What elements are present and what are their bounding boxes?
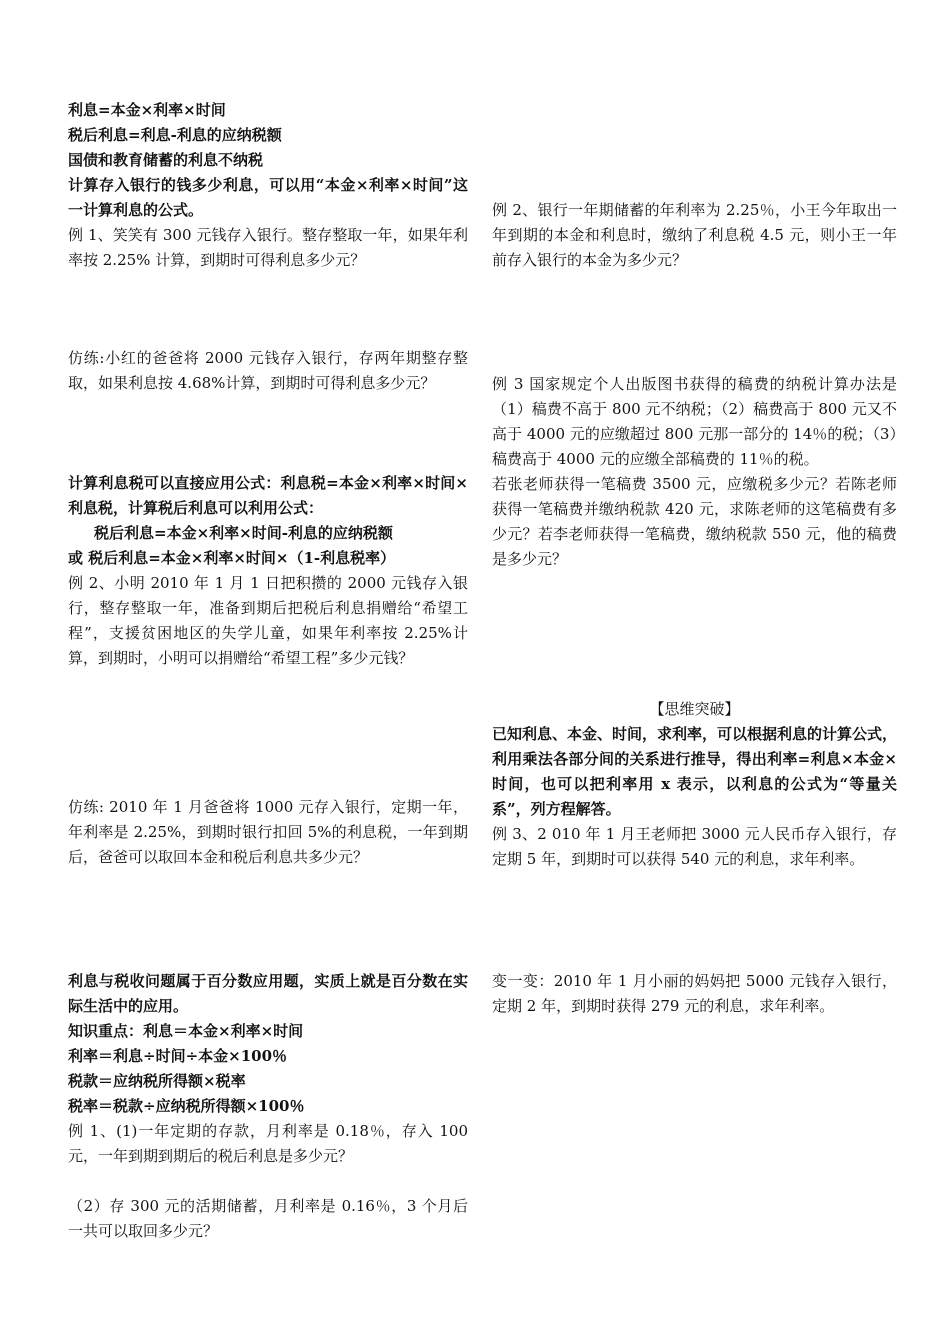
right-block-example-2 xyxy=(492,198,897,273)
left-block-knowledge xyxy=(68,969,468,1244)
text-paragraph: 计算利息税可以直接应用公式：利息税=本金×利率×时间×利息税，计算税后利息可以利用公式： xyxy=(68,474,468,517)
left-block-practice-2 xyxy=(68,795,468,870)
text-line: 知识重点：利息＝本金×利率×时间 xyxy=(68,1022,304,1040)
text-paragraph: 计算存入银行的钱多少利息，可以用“本金×利率×时间”这一计算利息的公式。 xyxy=(68,176,468,219)
text-line: 利息=本金×利率×时间 xyxy=(68,101,226,119)
right-block-thinking xyxy=(492,697,897,872)
text-paragraph: 例 3、2 010 年 1 月王老师把 3000 元人民币存入银行，存定期 5 年，到期时可以获得 540 元的利息，求年利率。 xyxy=(492,825,897,868)
text-line: 国债和教育储蓄的利息不纳税 xyxy=(68,151,264,169)
text-line: 或 税后利息=本金×利率×时间×（1-利息税率） xyxy=(68,549,396,567)
text-paragraph: 例 1、笑笑有 300 元钱存入银行。整存整取一年，如果年利率按 2.25% 计算，到期时可得利息多少元？ xyxy=(68,226,468,269)
text-paragraph: 若张老师获得一笔稿费 3500 元，应缴税多少元？若陈老师获得一笔稿费并缴纳税款 420 元，求陈老师的这笔稿费有多少元？若李老师获得一笔稿费，缴纳税款 550 元，他的稿费是多少元？ xyxy=(492,475,897,568)
right-block-variant xyxy=(492,969,897,1019)
text-paragraph: 例 2、小明 2010 年 1 月 1 日把积攒的 2000 元钱存入银行，整存整取一年，准备到期后把税后利息捐赠给“希望工程”，支援贫困地区的失学儿童，如果年利率按 2.25%计算，到期时，小明可以捐赠给“希望工程”多少元钱？ xyxy=(68,574,468,667)
text-paragraph: 变一变：2010 年 1 月小丽的妈妈把 5000 元钱存入银行，定期 2 年，到期时获得 279 元的利息，求年利率。 xyxy=(492,972,897,1015)
text-paragraph: 仿练: 2010 年 1 月爸爸将 1000 元存入银行，定期一年，年利率是 2.25%，到期时银行扣回 5%的利息税，一年到期后，爸爸可以取回本金和税后利息共多少元？ xyxy=(68,798,468,866)
text-paragraph: （2）存 300 元的活期储蓄，月利率是 0.16％，3 个月后一共可以取回多少元？ xyxy=(68,1197,468,1240)
section-heading: 【思维突破】 xyxy=(649,700,740,718)
text-paragraph: 仿练:小红的爸爸将 2000 元钱存入银行，存两年期整存整取，如果利息按 4.68%计算，到期时可得利息多少元？ xyxy=(68,349,468,392)
text-line: 税款＝应纳税所得额×税率 xyxy=(68,1072,246,1090)
left-block-tax xyxy=(68,471,468,671)
left-block-formulas xyxy=(68,98,468,273)
text-paragraph: 例 2、银行一年期储蓄的年利率为 2.25％，小王今年取出一年到期的本金和利息时，缴纳了利息税 4.5 元，则小王一年前存入银行的本金为多少元？ xyxy=(492,201,897,269)
text-paragraph: 利息与税收问题属于百分数应用题，实质上就是百分数在实际生活中的应用。 xyxy=(68,972,468,1015)
blank-line xyxy=(68,1169,468,1194)
text-line: 税率＝税款÷应纳税所得额×100％ xyxy=(68,1097,305,1115)
text-line: 利率＝利息÷时间÷本金×100％ xyxy=(68,1047,288,1065)
left-block-practice-1 xyxy=(68,346,468,396)
text-line: 税后利息=利息-利息的应纳税额 xyxy=(68,126,282,144)
text-paragraph: 已知利息、本金、时间，求利率，可以根据利息的计算公式，利用乘法各部分间的关系进行推导，得出利率=利息×本金×时间，也可以把利率用 x 表示，以利息的公式为“等量关系”，列方程解答。 xyxy=(492,725,898,818)
right-block-example-3 xyxy=(492,372,897,572)
text-line: 税后利息=本金×利率×时间-利息的应纳税额 xyxy=(94,524,393,542)
text-paragraph: 例 1、(1)一年定期的存款，月利率是 0.18％，存入 100 元，一年到期到期后的税后利息是多少元？ xyxy=(68,1122,468,1165)
text-paragraph: 例 3 国家规定个人出版图书获得的稿费的纳税计算办法是（1）稿费不高于 800 元不纳税；（2）稿费高于 800 元又不高于 4000 元的应缴超过 800 元那一部分的 14％的税；（3）稿费高于 4000 元的应缴全部稿费的 11％的税。 xyxy=(492,375,897,468)
